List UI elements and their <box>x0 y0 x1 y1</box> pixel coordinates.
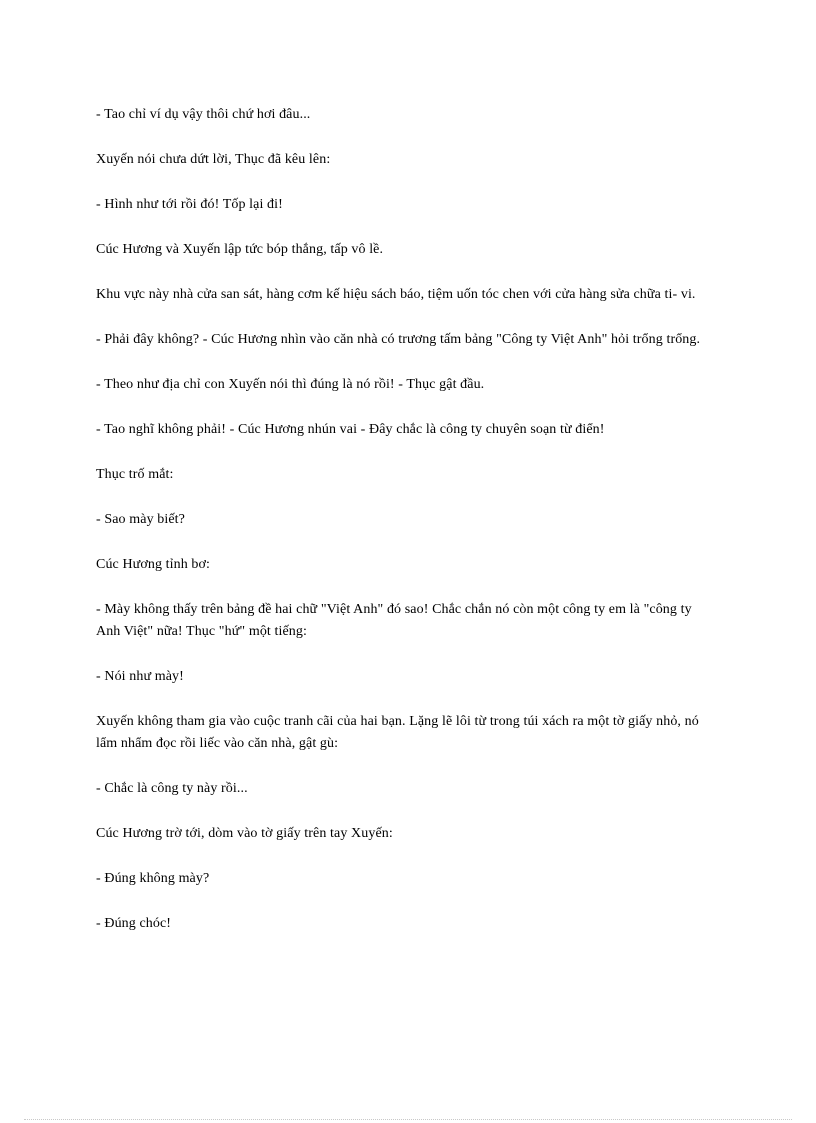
paragraph: Cúc Hương tỉnh bơ: <box>96 557 211 572</box>
paragraph: - Tao nghĩ không phải! - Cúc Hương nhún vai - Đây chắc là công ty chuyên soạn từ điển! <box>96 422 605 437</box>
paragraph: - Nói như mày! <box>96 669 184 684</box>
paragraph: Xuyến không tham gia vào cuộc tranh cãi của hai bạn. Lặng lẽ lôi từ trong túi xách ra một tờ giấy nhỏ, nó lẩm nhẩm đọc rồi liếc vào căn nhà, gật gù: <box>96 714 699 751</box>
paragraph: - Phải đây không? - Cúc Hương nhìn vào căn nhà có trương tấm bảng "Công ty Việt Anh" hỏi trổng trổng. <box>96 332 701 347</box>
paragraph: Khu vực này nhà cửa san sát, hàng cơm kế hiệu sách báo, tiệm uốn tóc chen với cửa hàng sửa chữa ti- vi. <box>96 287 696 302</box>
document-body <box>96 104 716 958</box>
paragraph: - Chắc là công ty này rồi... <box>96 781 248 796</box>
paragraph: Xuyến nói chưa dứt lời, Thục đã kêu lên: <box>96 152 331 167</box>
paragraph: Thục trố mắt: <box>96 467 174 482</box>
paragraph: - Theo như địa chỉ con Xuyến nói thì đúng là nó rồi! - Thục gật đầu. <box>96 377 485 392</box>
paragraph: - Hình như tới rồi đó! Tốp lại đi! <box>96 197 283 212</box>
paragraph: - Sao mày biết? <box>96 512 185 527</box>
page-bottom-divider <box>24 1119 792 1120</box>
paragraph: - Mày không thấy trên bảng đề hai chữ "Việt Anh" đó sao! Chắc chắn nó còn một công ty em là "công ty Anh Việt" nữa! Thục "hứ" một tiếng: <box>96 602 692 639</box>
paragraph: - Tao chỉ ví dụ vậy thôi chứ hơi đâu... <box>96 107 311 122</box>
paragraph: Cúc Hương trờ tới, dòm vào tờ giấy trên tay Xuyến: <box>96 826 393 841</box>
paragraph: - Đúng không mày? <box>96 871 210 886</box>
paragraph: - Đúng chóc! <box>96 916 172 931</box>
paragraph: Cúc Hương và Xuyến lập tức bóp thắng, tấp vô lề. <box>96 242 384 257</box>
